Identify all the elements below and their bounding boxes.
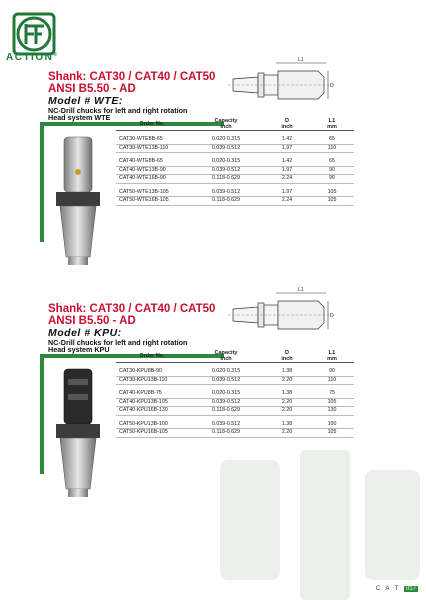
table-row: CAT40-WTE16B-90 0.118-0.629 2.24 90: [116, 175, 354, 184]
section1-dimension-diagram: [228, 55, 338, 115]
section2-dimension-diagram: [228, 285, 338, 345]
col-capacity-unit: inch: [188, 124, 264, 131]
section1-frame-left: [40, 122, 44, 242]
section2-desc1: NC-Drill chucks for left and right rotation: [48, 338, 188, 347]
col-l1-unit: mm: [310, 124, 354, 131]
brand-name: ACTION®: [6, 52, 59, 63]
footer-label: C A T: [375, 586, 401, 592]
table-row: CAT50-KPU16B-105 0.118-0.629 2.20 105: [116, 429, 354, 438]
table-row: CAT40-KPU16B-130 0.118-0.629 2.20 130: [116, 407, 354, 416]
table-row: CAT50-WTE13B-105 0.039-0.512 1.97 105: [116, 189, 354, 197]
col-d-unit: inch: [264, 124, 310, 131]
col-d: D: [285, 350, 289, 356]
section1-product-photo: [46, 132, 106, 272]
section2-spec-table: [116, 350, 354, 438]
table-row: CAT40-KPU8B-75 0.020-0.315 1.38 75: [116, 390, 354, 398]
col-l1: L1: [328, 350, 336, 356]
table-row: CAT40-KPU13B-105 0.039-0.512 2.20 105: [116, 398, 354, 407]
col-order: Order No.: [116, 350, 188, 363]
section2-desc2: Head system KPU: [48, 345, 110, 354]
col-capacity: Capacity: [214, 350, 238, 356]
col-capacity-unit: inch: [188, 356, 264, 363]
page-footer: [376, 586, 418, 592]
section2-frame-left: [40, 354, 44, 474]
section1-d-label: D: [330, 83, 334, 89]
section1-l1-label: L1: [298, 57, 304, 63]
col-d-unit: inch: [264, 356, 310, 363]
background-tool-image: [210, 450, 426, 600]
table-row: CAT40-WTE13B-90 0.039-0.512 1.97 90: [116, 166, 354, 175]
col-l1: L1: [328, 118, 336, 124]
table-row: CAT30-WTE8B-65 0.020-0.315 1.42 65: [116, 136, 354, 144]
section2-product-photo: [46, 364, 106, 504]
section1-desc1: NC-Drill chucks for left and right rotation: [48, 106, 188, 115]
section1-spec-table: [116, 118, 354, 206]
page-number: 017: [405, 586, 416, 592]
table-row: CAT40-WTE8B-65 0.020-0.315 1.42 65: [116, 158, 354, 166]
table-row: CAT50-WTE16B-105 0.118-0.629 2.24 105: [116, 197, 354, 206]
col-order: Order No.: [116, 118, 188, 131]
section2-subtitle: ANSI B5.50 - AD: [48, 315, 136, 327]
section1-model: Model # WTE:: [48, 95, 123, 107]
section1-subtitle: ANSI B5.50 - AD: [48, 83, 136, 95]
col-l1-unit: mm: [310, 356, 354, 363]
section2-title: Shank: CAT30 / CAT40 / CAT50: [48, 303, 216, 315]
table-row: CAT30-WTE13B-110 0.039-0.512 1.97 110: [116, 144, 354, 153]
section2-l1-label: L1: [298, 287, 304, 293]
col-d: D: [285, 118, 289, 124]
section2-model: Model # KPU:: [48, 327, 122, 339]
table-row: CAT50-KPU13B-100 0.039-0.512 1.38 100: [116, 421, 354, 429]
section1-title: Shank: CAT30 / CAT40 / CAT50: [48, 71, 216, 83]
col-capacity: Capacity: [214, 118, 238, 124]
section2-d-label: D: [330, 313, 334, 319]
table-row: CAT30-KPU8B-90 0.020-0.315 1.38 90: [116, 368, 354, 376]
table-row: CAT30-KPU13B-110 0.039-0.512 2.20 110: [116, 376, 354, 385]
section1-desc2: Head system WTE: [48, 113, 111, 122]
